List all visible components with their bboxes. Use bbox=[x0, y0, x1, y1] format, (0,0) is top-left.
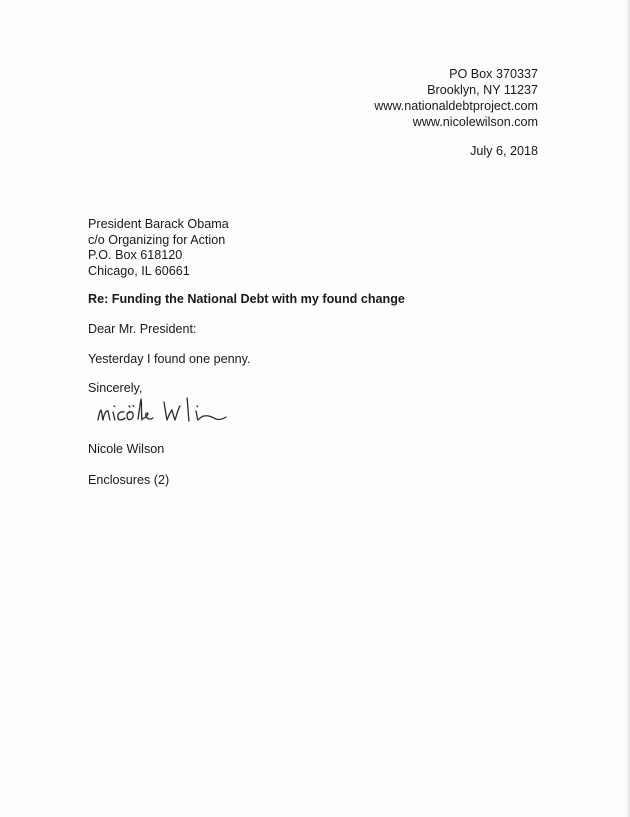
recipient-name: President Barack Obama bbox=[88, 217, 229, 231]
sender-website-project: www.nationaldebtproject.com bbox=[374, 99, 538, 113]
sender-city-state-zip: Brooklyn, NY 11237 bbox=[427, 83, 538, 97]
recipient-organization: c/o Organizing for Action bbox=[88, 232, 226, 247]
letter-body: Yesterday I found one penny. bbox=[88, 352, 251, 366]
recipient-address-block bbox=[88, 217, 229, 279]
letter-date: July 6, 2018 bbox=[470, 144, 538, 158]
signer-name: Nicole Wilson bbox=[88, 442, 165, 456]
salutation: Dear Mr. President: bbox=[88, 322, 197, 336]
subject-line: Re: Funding the National Debt with my found change bbox=[88, 292, 405, 306]
sender-po-box: PO Box 370337 bbox=[449, 67, 538, 81]
handwritten-signature bbox=[92, 390, 242, 430]
closing: Sincerely, bbox=[88, 381, 143, 395]
recipient-po-box: P.O. Box 618120 bbox=[88, 248, 183, 262]
sender-website-personal: www.nicolewilson.com bbox=[412, 115, 538, 129]
sender-address-block bbox=[374, 66, 538, 130]
enclosures-note: Enclosures (2) bbox=[88, 473, 170, 487]
recipient-city-state-zip: Chicago, IL 60661 bbox=[88, 263, 190, 278]
